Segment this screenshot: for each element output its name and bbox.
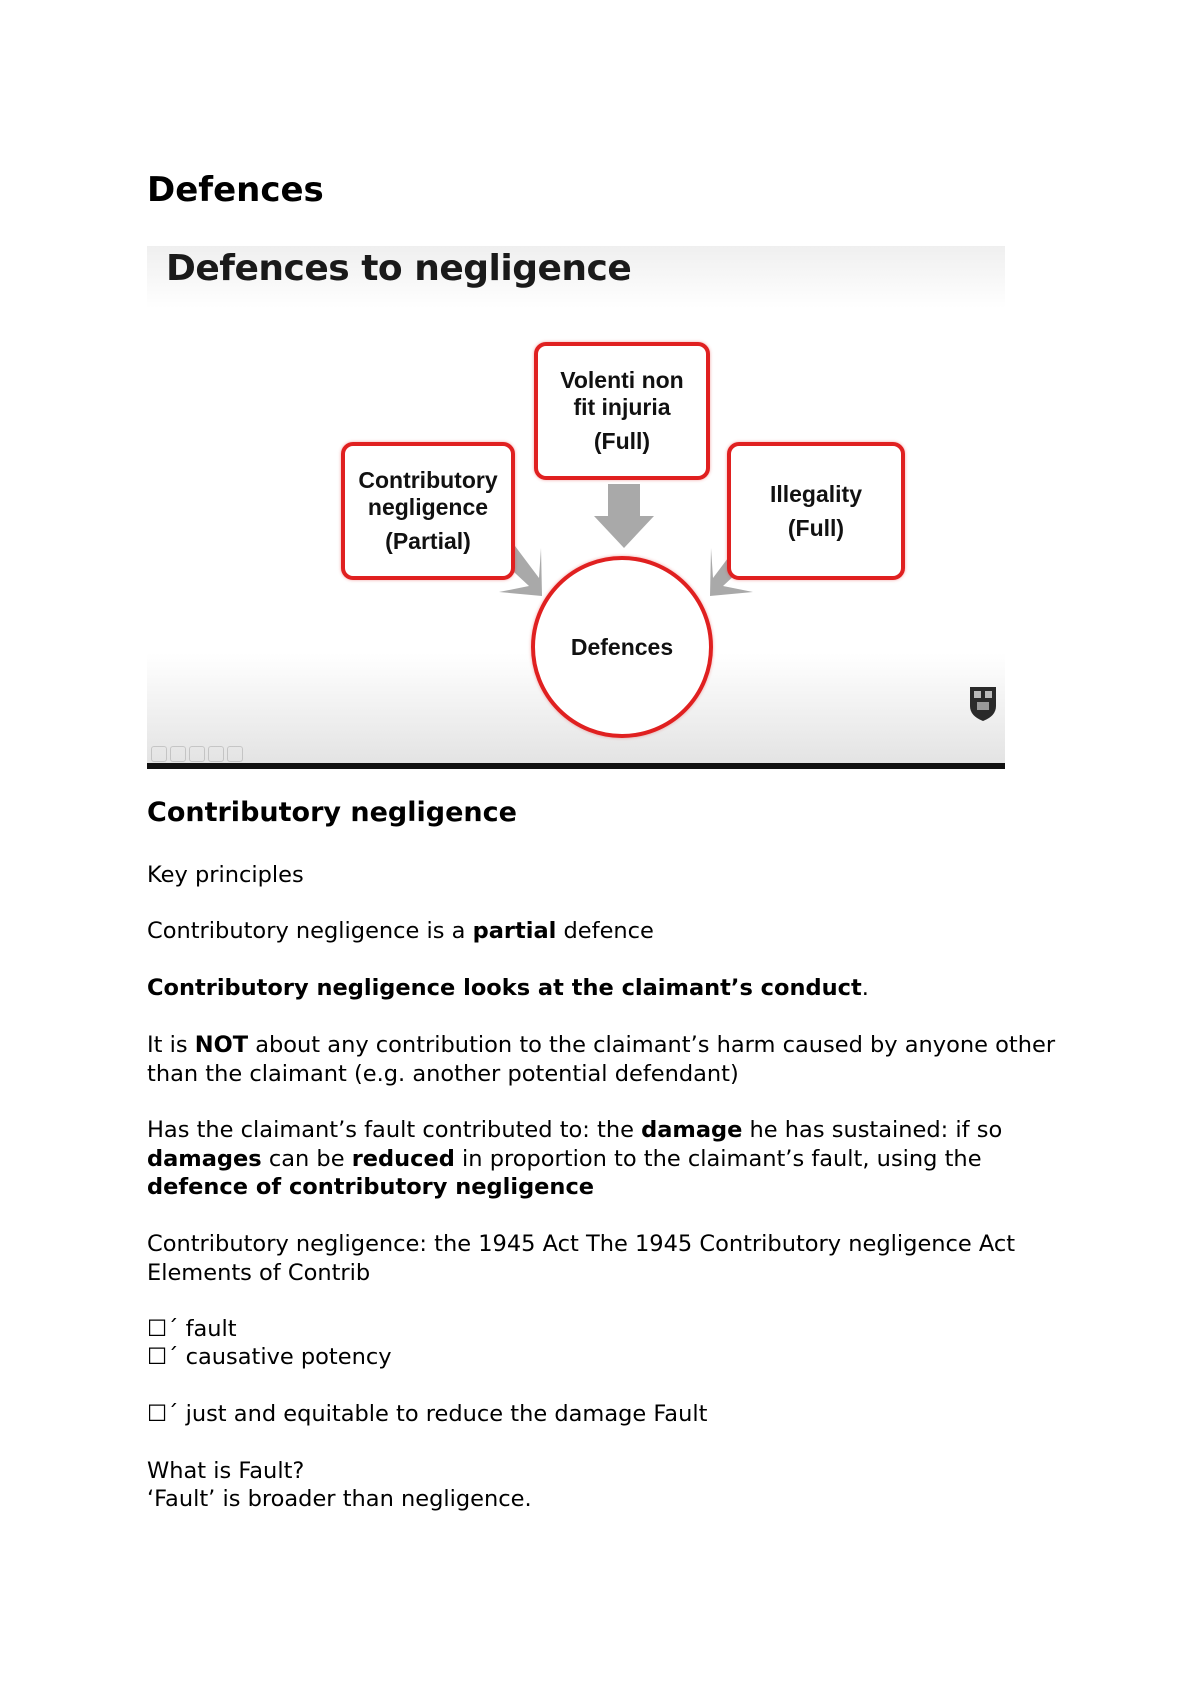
box-illegality — [727, 442, 905, 580]
university-crest-icon — [969, 686, 997, 722]
page-heading: Defences — [147, 170, 324, 210]
toolbar-icon — [151, 746, 167, 762]
text-span: in proportion to the claimant’s fault, using the — [454, 1145, 982, 1172]
paragraph-claimant-fault — [147, 1116, 1067, 1202]
paragraph-1945-act: Contributory negligence: the 1945 Act The 1945 Contributory negligence Act Elements of Contrib — [147, 1231, 1016, 1286]
box-volenti — [534, 342, 710, 480]
text-span: It is — [147, 1032, 195, 1058]
box-illegality-line1: Illegality — [769, 480, 863, 507]
bullet-item: ☐´ just and equitable to reduce the damage Fault — [147, 1401, 708, 1427]
text-span: can be — [261, 1145, 352, 1172]
box-volenti-type: (Full) — [593, 428, 651, 455]
text-span: about any contribution to the claimant’s harm caused by anyone other than the claimant (e.g. another potential defendant) — [147, 1032, 1056, 1087]
bullet-item: ☐´ causative potency — [147, 1344, 392, 1370]
toolbar-icon — [227, 746, 243, 762]
section-title: Contributory negligence — [147, 797, 517, 828]
box-contributory-line1: Contributory — [358, 467, 498, 494]
toolbar-icon — [189, 746, 205, 762]
text-span: Has the claimant’s fault contributed to: the — [147, 1117, 642, 1143]
bold-span: damage — [641, 1117, 743, 1143]
text-span: he has sustained: if so — [742, 1117, 1003, 1143]
box-contributory-negligence — [341, 442, 515, 580]
box-illegality-type: (Full) — [787, 515, 845, 541]
slide-title: Defences to negligence — [166, 248, 632, 289]
bold-span: Contributory negligence looks at the claimant’s conduct — [147, 975, 862, 1001]
slide-image — [147, 246, 1005, 768]
text-span: Contributory negligence is a — [147, 918, 473, 944]
paragraph-not-about — [147, 1031, 1067, 1088]
defences-circle-label: Defences — [570, 633, 674, 660]
box-contributory-line2: negligence — [367, 493, 489, 520]
toolbar-icon — [208, 746, 224, 762]
slide-toolbar — [151, 746, 243, 762]
paragraph-partial-defence — [147, 917, 1067, 946]
slide-bottom-border — [147, 763, 1005, 769]
bold-span: defence of contributory negligence — [147, 1174, 595, 1200]
toolbar-icon — [170, 746, 186, 762]
bold-span: NOT — [194, 1032, 249, 1058]
defences-circle — [531, 556, 713, 738]
box-contributory-type: (Partial) — [385, 528, 471, 555]
bullet-item: ☐´ fault — [147, 1316, 237, 1342]
bold-span: partial — [472, 918, 557, 944]
box-volenti-line2: fit injuria — [573, 393, 671, 420]
box-volenti-line1: Volenti non — [560, 367, 684, 394]
paragraph-claimant-conduct — [147, 974, 1067, 1003]
text-span: defence — [556, 918, 654, 944]
bold-span: reduced — [351, 1145, 455, 1172]
fault-answer: ‘Fault’ is broader than negligence. — [147, 1486, 532, 1512]
key-principles: Key principles — [147, 862, 304, 888]
fault-question: What is Fault? — [147, 1458, 305, 1484]
arrow-down-icon — [594, 484, 654, 548]
bold-span: damages — [147, 1145, 262, 1172]
text-span: . — [861, 975, 869, 1001]
